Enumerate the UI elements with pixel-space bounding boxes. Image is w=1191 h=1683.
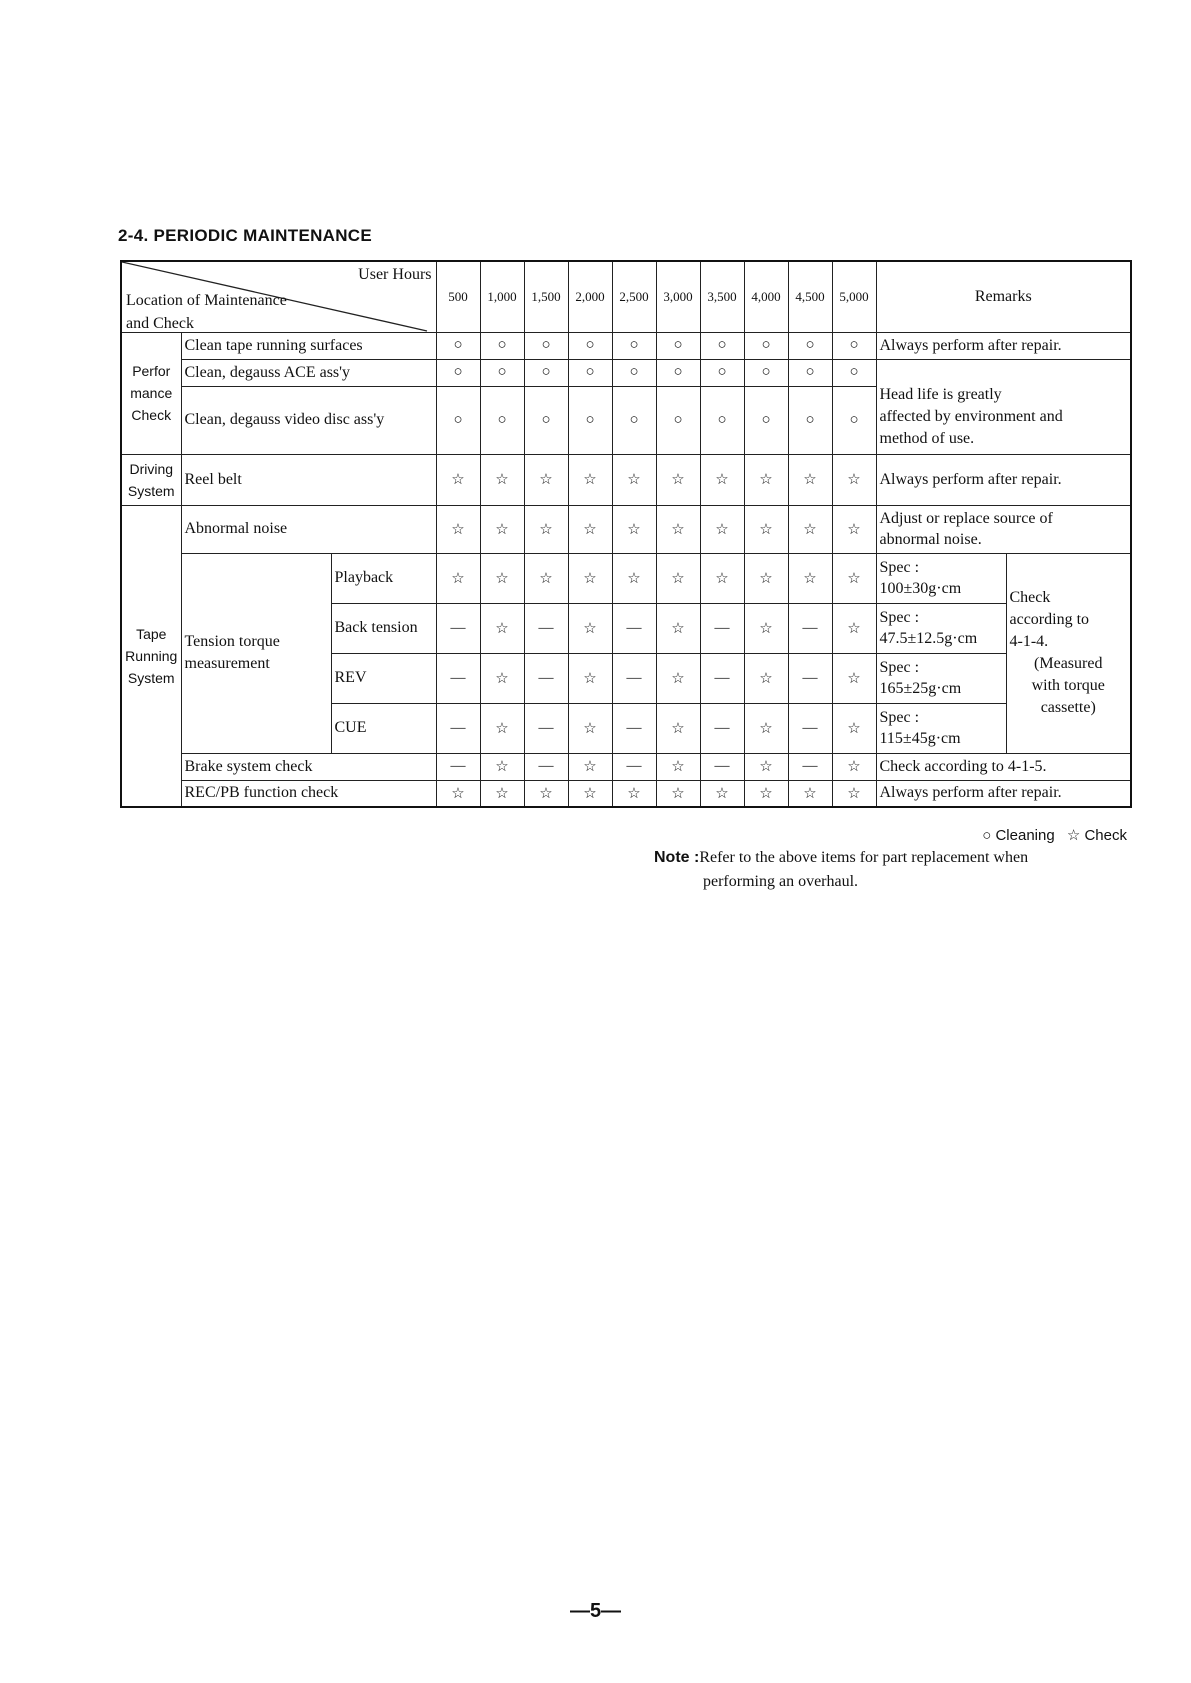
check-mark: ☆ — [832, 454, 876, 505]
hour-4000: 4,000 — [744, 261, 788, 332]
cleaning-mark: ○ — [568, 359, 612, 386]
check-mark: ☆ — [656, 603, 700, 653]
tension-torque-label: Tension torque measurement — [181, 553, 331, 753]
item-playback: Playback — [331, 553, 436, 603]
dash-mark: — — [436, 653, 480, 703]
check-mark: ☆ — [524, 553, 568, 603]
check-mark: ☆ — [612, 505, 656, 553]
item-clean-degauss-ace: Clean, degauss ACE ass'y — [181, 359, 436, 386]
table-row — [121, 359, 1131, 386]
check-mark: ☆ — [480, 780, 524, 807]
table-row — [121, 553, 1131, 603]
check-mark: ☆ — [568, 603, 612, 653]
spec-playback: Spec : 100±30g·cm — [876, 553, 1006, 603]
table-row — [121, 753, 1131, 780]
item-rec-pb-function-check: REC/PB function check — [181, 780, 436, 807]
check-mark: ☆ — [480, 505, 524, 553]
check-mark: ☆ — [832, 653, 876, 703]
remarks-header: Remarks — [876, 261, 1131, 332]
hour-3000: 3,000 — [656, 261, 700, 332]
check-mark: ☆ — [436, 553, 480, 603]
dash-mark: — — [700, 703, 744, 753]
dash-mark: — — [700, 753, 744, 780]
item-abnormal-noise: Abnormal noise — [181, 505, 436, 553]
cleaning-mark: ○ — [436, 386, 480, 454]
cleaning-mark: ○ — [656, 332, 700, 359]
header-corner-cell — [121, 261, 436, 332]
item-brake-system-check: Brake system check — [181, 753, 436, 780]
check-mark: ☆ — [744, 553, 788, 603]
cleaning-mark: ○ — [436, 332, 480, 359]
check-mark: ☆ — [656, 505, 700, 553]
check-mark: ☆ — [656, 553, 700, 603]
check-mark: ☆ — [480, 553, 524, 603]
cleaning-mark: ○ — [832, 332, 876, 359]
check-mark: ☆ — [744, 653, 788, 703]
hour-3500: 3,500 — [700, 261, 744, 332]
note-line1: Refer to the above items for part replacement when — [699, 849, 1029, 866]
cleaning-mark: ○ — [656, 386, 700, 454]
cleaning-mark: ○ — [524, 386, 568, 454]
dash-mark: — — [788, 753, 832, 780]
cleaning-mark: ○ — [612, 386, 656, 454]
cleaning-mark: ○ — [744, 359, 788, 386]
check-mark: ☆ — [568, 780, 612, 807]
check-mark: ☆ — [436, 780, 480, 807]
remark-abnormal-noise: Adjust or replace source of abnormal noise. — [876, 505, 1131, 553]
item-clean-tape-running-surfaces: Clean tape running surfaces — [181, 332, 436, 359]
remark-cell: Always perform after repair. — [876, 454, 1131, 505]
remark-cell: Always perform after repair. — [876, 780, 1131, 807]
check-mark: ☆ — [656, 753, 700, 780]
check-mark: ☆ — [832, 780, 876, 807]
check-mark: ☆ — [568, 753, 612, 780]
check-mark: ☆ — [612, 780, 656, 807]
cleaning-mark: ○ — [700, 359, 744, 386]
table-row — [121, 332, 1131, 359]
hour-4500: 4,500 — [788, 261, 832, 332]
dash-mark: — — [436, 753, 480, 780]
hour-5000: 5,000 — [832, 261, 876, 332]
group-performance-check: Perfor mance Check — [121, 332, 181, 454]
check-mark: ☆ — [656, 454, 700, 505]
cleaning-mark: ○ — [656, 359, 700, 386]
check-mark: ☆ — [700, 454, 744, 505]
dash-mark: — — [524, 603, 568, 653]
check-mark: ☆ — [832, 603, 876, 653]
remark-head-life: Head life is greatly affected by environment and method of use. — [876, 359, 1131, 454]
hour-2500: 2,500 — [612, 261, 656, 332]
check-mark: ☆ — [744, 703, 788, 753]
dash-mark: — — [612, 703, 656, 753]
cleaning-mark: ○ — [832, 386, 876, 454]
check-mark: ☆ — [480, 753, 524, 780]
header-row — [121, 261, 1131, 332]
table-row — [121, 780, 1131, 807]
remark-cell: Always perform after repair. — [876, 332, 1131, 359]
cleaning-mark: ○ — [700, 332, 744, 359]
note — [654, 846, 1128, 894]
dash-mark: — — [612, 753, 656, 780]
cleaning-mark: ○ — [612, 332, 656, 359]
legend-check: ☆ Check — [1066, 827, 1127, 844]
check-mark: ☆ — [700, 780, 744, 807]
check-mark: ☆ — [744, 454, 788, 505]
check-mark: ☆ — [524, 780, 568, 807]
user-hours-label: User Hours — [358, 266, 432, 283]
dash-mark: — — [788, 703, 832, 753]
dash-mark: — — [524, 703, 568, 753]
cleaning-mark: ○ — [480, 332, 524, 359]
cleaning-mark: ○ — [480, 386, 524, 454]
check-mark: ☆ — [480, 703, 524, 753]
dash-mark: — — [612, 603, 656, 653]
hour-500: 500 — [436, 261, 480, 332]
item-rev: REV — [331, 653, 436, 703]
cleaning-mark: ○ — [436, 359, 480, 386]
check-mark: ☆ — [480, 603, 524, 653]
hour-1500: 1,500 — [524, 261, 568, 332]
item-clean-degauss-video-disc: Clean, degauss video disc ass'y — [181, 386, 436, 454]
dash-mark: — — [700, 603, 744, 653]
check-mark: ☆ — [656, 703, 700, 753]
note-line2: performing an overhaul. — [703, 873, 859, 890]
check-mark: ☆ — [744, 603, 788, 653]
section-title: 2-4. PERIODIC MAINTENANCE — [118, 226, 373, 245]
dash-mark: — — [524, 753, 568, 780]
hour-1000: 1,000 — [480, 261, 524, 332]
legend-cleaning: ○ Cleaning — [982, 827, 1055, 844]
check-mark: ☆ — [788, 780, 832, 807]
cleaning-mark: ○ — [612, 359, 656, 386]
check-mark: ☆ — [568, 454, 612, 505]
check-mark: ☆ — [832, 753, 876, 780]
table-row — [121, 505, 1131, 553]
cleaning-mark: ○ — [568, 386, 612, 454]
check-mark: ☆ — [832, 553, 876, 603]
check-mark: ☆ — [656, 653, 700, 703]
check-mark: ☆ — [612, 454, 656, 505]
item-cue: CUE — [331, 703, 436, 753]
check-mark: ☆ — [788, 553, 832, 603]
dash-mark: — — [524, 653, 568, 703]
check-mark: ☆ — [436, 454, 480, 505]
dash-mark: — — [612, 653, 656, 703]
tension-check-note: Check according to 4-1-4. (Measured with torque cassette) — [1006, 553, 1131, 753]
group-driving-system: Driving System — [121, 454, 181, 505]
location-label: Location of Maintenance and Check — [126, 292, 287, 332]
check-mark: ☆ — [480, 454, 524, 505]
spec-rev: Spec : 165±25g·cm — [876, 653, 1006, 703]
check-mark: ☆ — [788, 505, 832, 553]
hour-2000: 2,000 — [568, 261, 612, 332]
page-number: —5— — [569, 1600, 622, 1622]
note-label: Note : — [654, 849, 700, 866]
check-mark: ☆ — [656, 780, 700, 807]
cleaning-mark: ○ — [568, 332, 612, 359]
dash-mark: — — [788, 653, 832, 703]
cleaning-mark: ○ — [700, 386, 744, 454]
cleaning-mark: ○ — [832, 359, 876, 386]
check-mark: ☆ — [568, 703, 612, 753]
check-mark: ☆ — [700, 505, 744, 553]
cleaning-mark: ○ — [744, 386, 788, 454]
dash-mark: — — [700, 653, 744, 703]
dash-mark: — — [436, 703, 480, 753]
cleaning-mark: ○ — [524, 359, 568, 386]
remark-cell: Check according to 4-1-5. — [876, 753, 1131, 780]
check-mark: ☆ — [524, 505, 568, 553]
item-back-tension: Back tension — [331, 603, 436, 653]
legend — [974, 826, 1127, 844]
check-mark: ☆ — [832, 505, 876, 553]
check-mark: ☆ — [568, 653, 612, 703]
check-mark: ☆ — [832, 703, 876, 753]
check-mark: ☆ — [568, 553, 612, 603]
check-mark: ☆ — [744, 753, 788, 780]
check-mark: ☆ — [744, 505, 788, 553]
dash-mark: — — [436, 603, 480, 653]
item-reel-belt: Reel belt — [181, 454, 436, 505]
maintenance-table — [120, 260, 1132, 808]
cleaning-mark: ○ — [788, 386, 832, 454]
check-mark: ☆ — [612, 553, 656, 603]
cleaning-mark: ○ — [480, 359, 524, 386]
spec-back-tension: Spec : 47.5±12.5g·cm — [876, 603, 1006, 653]
check-mark: ☆ — [436, 505, 480, 553]
table-row — [121, 454, 1131, 505]
check-mark: ☆ — [480, 653, 524, 703]
check-mark: ☆ — [744, 780, 788, 807]
check-mark: ☆ — [568, 505, 612, 553]
check-mark: ☆ — [524, 454, 568, 505]
group-tape-running-system: Tape Running System — [121, 505, 181, 807]
cleaning-mark: ○ — [524, 332, 568, 359]
cleaning-mark: ○ — [788, 359, 832, 386]
dash-mark: — — [788, 603, 832, 653]
cleaning-mark: ○ — [744, 332, 788, 359]
spec-cue: Spec : 115±45g·cm — [876, 703, 1006, 753]
cleaning-mark: ○ — [788, 332, 832, 359]
check-mark: ☆ — [700, 553, 744, 603]
check-mark: ☆ — [788, 454, 832, 505]
